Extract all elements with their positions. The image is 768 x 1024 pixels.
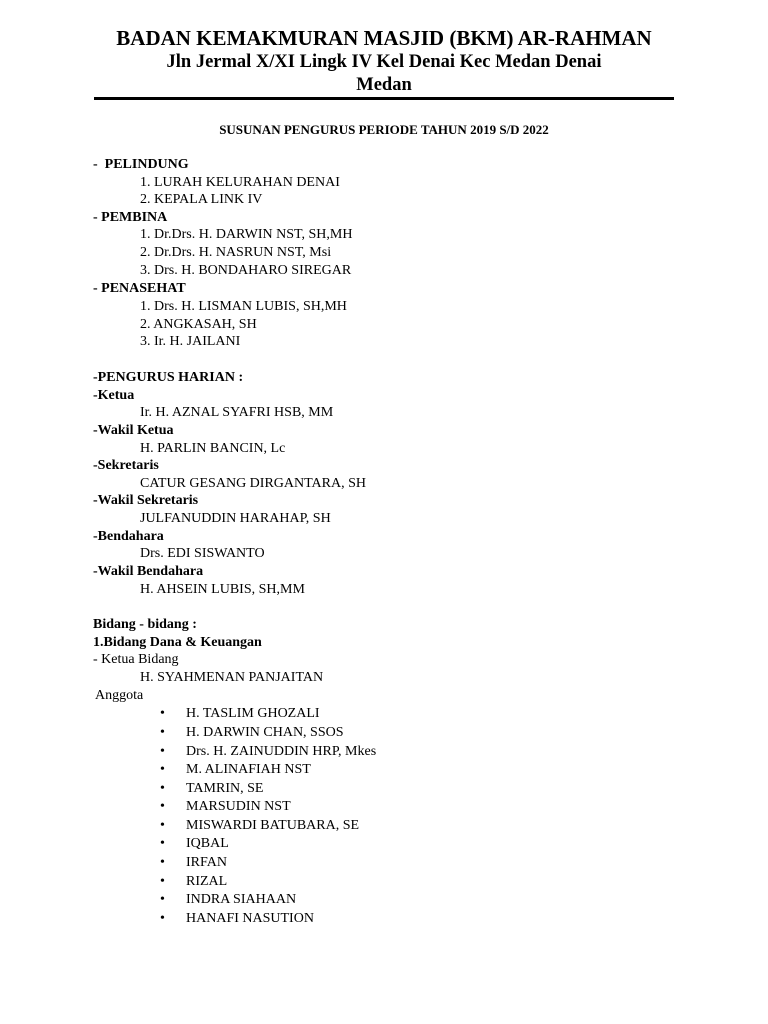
bullet-icon: • [160, 762, 165, 777]
section-heading-penasehat: - PENASEHAT [93, 281, 186, 296]
anggota-label: Anggota [95, 688, 144, 703]
role-label: -Sekretaris [93, 458, 159, 473]
bidang-title: 1.Bidang Dana & Keuangan [93, 635, 262, 650]
list-item: 1. Dr.Drs. H. DARWIN NST, SH,MH [140, 227, 353, 242]
role-name: Ir. H. AZNAL SYAFRI HSB, MM [140, 405, 334, 420]
address-line-1: Jln Jermal X/XI Lingk IV Kel Denai Kec Medan Denai [166, 52, 602, 72]
list-item: INDRA SIAHAAN [186, 892, 297, 907]
section-heading-bidang: Bidang - bidang : [93, 617, 197, 632]
bullet-icon: • [160, 911, 165, 926]
bullet-icon: • [160, 855, 165, 870]
list-item: H. DARWIN CHAN, SSOS [186, 725, 344, 740]
role-label: -Bendahara [93, 529, 164, 544]
section-heading-pengurus-harian: -PENGURUS HARIAN : [93, 370, 244, 385]
role-label: -Wakil Ketua [93, 423, 174, 438]
list-item: HANAFI NASUTION [186, 911, 314, 926]
document-title: SUSUNAN PENGURUS PERIODE TAHUN 2019 S/D 2022 [219, 122, 549, 137]
list-item: Drs. H. ZAINUDDIN HRP, Mkes [186, 744, 377, 759]
list-item: 3. Drs. H. BONDAHARO SIREGAR [140, 263, 352, 278]
bullet-icon: • [160, 725, 165, 740]
list-item: MISWARDI BATUBARA, SE [186, 818, 360, 833]
bullet-icon: • [160, 744, 165, 759]
list-item: 1. LURAH KELURAHAN DENAI [140, 175, 340, 190]
list-item: 3. Ir. H. JAILANI [140, 334, 241, 349]
bullet-icon: • [160, 874, 165, 889]
bullet-icon: • [160, 836, 165, 851]
list-item: 2. ANGKASAH, SH [140, 317, 257, 332]
list-item: TAMRIN, SE [186, 781, 264, 796]
header-divider [94, 97, 674, 100]
list-item: IRFAN [186, 855, 227, 870]
role-label: -Wakil Sekretaris [93, 493, 199, 508]
bullet-icon: • [160, 706, 165, 721]
role-name: H. AHSEIN LUBIS, SH,MM [140, 582, 305, 597]
role-label: -Ketua [93, 388, 135, 403]
list-item: IQBAL [186, 836, 229, 851]
address-line-2: Medan [356, 75, 412, 95]
bullet-icon: • [160, 892, 165, 907]
role-name: Drs. EDI SISWANTO [140, 546, 265, 561]
bullet-icon: • [160, 799, 165, 814]
section-heading-pembina: - PEMBINA [93, 210, 168, 225]
role-label: -Wakil Bendahara [93, 564, 204, 579]
ketua-bidang-name: H. SYAHMENAN PANJAITAN [140, 670, 324, 685]
list-item: 2. KEPALA LINK IV [140, 192, 263, 207]
bullet-icon: • [160, 818, 165, 833]
list-item: H. TASLIM GHOZALI [186, 706, 320, 721]
ketua-bidang-label: - Ketua Bidang [93, 652, 179, 667]
list-item: M. ALINAFIAH NST [186, 762, 311, 777]
bullet-icon: • [160, 781, 165, 796]
list-item: 2. Dr.Drs. H. NASRUN NST, Msi [140, 245, 332, 260]
list-item: 1. Drs. H. LISMAN LUBIS, SH,MH [140, 299, 347, 314]
role-name: H. PARLIN BANCIN, Lc [140, 441, 286, 456]
org-name: BADAN KEMAKMURAN MASJID (BKM) AR-RAHMAN [116, 26, 652, 50]
section-heading-pelindung: - PELINDUNG [93, 157, 189, 172]
list-item: RIZAL [186, 874, 228, 889]
list-item: MARSUDIN NST [186, 799, 291, 814]
role-name: CATUR GESANG DIRGANTARA, SH [140, 476, 367, 491]
role-name: JULFANUDDIN HARAHAP, SH [140, 511, 331, 526]
